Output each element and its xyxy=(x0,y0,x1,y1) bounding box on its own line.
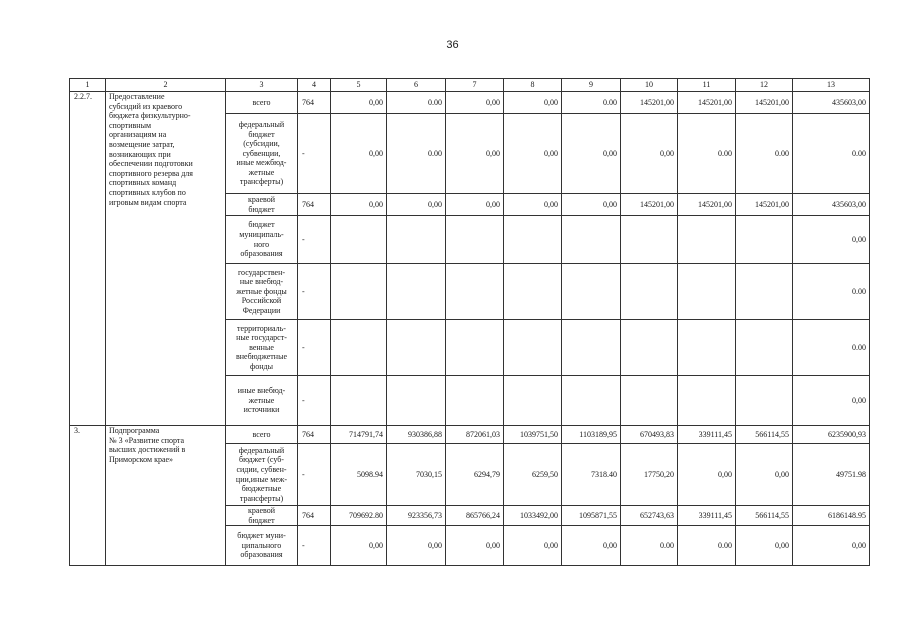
budget-code: - xyxy=(298,320,331,376)
year-value xyxy=(678,216,736,264)
funding-source: государствен- ные внебюд- жетные фонды Российской Федерации xyxy=(226,264,298,320)
item-number: 3. xyxy=(70,426,106,566)
budget-code: - xyxy=(298,216,331,264)
year-value: 7318.40 xyxy=(562,444,621,506)
year-value: 0,00 xyxy=(504,92,562,114)
year-value xyxy=(562,264,621,320)
year-value: 0,00 xyxy=(504,114,562,194)
year-value: 0.00 xyxy=(562,92,621,114)
year-value: 714791,74 xyxy=(331,426,387,444)
year-value xyxy=(446,320,504,376)
header-cell: 7 xyxy=(446,79,504,92)
year-value: 0,00 xyxy=(446,194,504,216)
budget-table xyxy=(69,78,870,566)
year-value xyxy=(736,216,793,264)
year-value xyxy=(387,216,446,264)
budget-code: - xyxy=(298,114,331,194)
year-value xyxy=(446,216,504,264)
total-value: 49751.98 xyxy=(793,444,870,506)
year-value: 145201,00 xyxy=(678,92,736,114)
funding-source: федеральный бюджет (суб- сидии, субвен- ции,иные меж- бюджетные трансферты) xyxy=(226,444,298,506)
year-value: 0,00 xyxy=(446,114,504,194)
year-value xyxy=(736,264,793,320)
year-value: 5098.94 xyxy=(331,444,387,506)
total-value: 0,00 xyxy=(793,216,870,264)
year-value xyxy=(446,376,504,426)
year-value xyxy=(678,320,736,376)
year-value xyxy=(331,264,387,320)
year-value xyxy=(621,320,678,376)
year-value: 339111,45 xyxy=(678,506,736,526)
year-value: 0.00 xyxy=(736,114,793,194)
total-value: 0.00 xyxy=(793,320,870,376)
funding-source: бюджет муни- ципального образования xyxy=(226,526,298,566)
year-value xyxy=(621,264,678,320)
total-value: 0.00 xyxy=(793,264,870,320)
year-value: 930386,88 xyxy=(387,426,446,444)
header-row xyxy=(70,79,870,92)
header-cell: 4 xyxy=(298,79,331,92)
budget-code: 764 xyxy=(298,426,331,444)
year-value: 6294,79 xyxy=(446,444,504,506)
year-value xyxy=(562,216,621,264)
year-value xyxy=(504,216,562,264)
year-value xyxy=(621,216,678,264)
year-value: 0,00 xyxy=(736,444,793,506)
year-value: 145201,00 xyxy=(678,194,736,216)
year-value: 145201,00 xyxy=(736,92,793,114)
header-cell: 9 xyxy=(562,79,621,92)
year-value: 0.00 xyxy=(678,114,736,194)
year-value xyxy=(562,376,621,426)
header-cell: 11 xyxy=(678,79,736,92)
year-value xyxy=(678,264,736,320)
year-value: 0.00 xyxy=(387,114,446,194)
year-value: 0,00 xyxy=(331,92,387,114)
funding-source: всего xyxy=(226,92,298,114)
funding-source: всего xyxy=(226,426,298,444)
year-value xyxy=(331,376,387,426)
year-value xyxy=(736,376,793,426)
year-value: 566114,55 xyxy=(736,426,793,444)
budget-code: 764 xyxy=(298,506,331,526)
total-value: 435603,00 xyxy=(793,92,870,114)
header-cell: 10 xyxy=(621,79,678,92)
header-cell: 2 xyxy=(106,79,226,92)
total-value: 0,00 xyxy=(793,376,870,426)
header-cell: 6 xyxy=(387,79,446,92)
year-value: 339111,45 xyxy=(678,426,736,444)
total-value: 6186148.95 xyxy=(793,506,870,526)
year-value: 145201,00 xyxy=(621,194,678,216)
year-value xyxy=(331,320,387,376)
budget-code: 764 xyxy=(298,194,331,216)
year-value: 0.00 xyxy=(387,92,446,114)
item-description: Подпрограмма № 3 «Развитие спорта высших достижений в Приморском крае» xyxy=(106,426,226,566)
budget-code: - xyxy=(298,444,331,506)
year-value: 0,00 xyxy=(331,526,387,566)
table-row xyxy=(70,92,870,114)
year-value: 0,00 xyxy=(446,526,504,566)
year-value: 0,00 xyxy=(562,114,621,194)
total-value: 435603,00 xyxy=(793,194,870,216)
header-cell: 5 xyxy=(331,79,387,92)
year-value: 1033492,00 xyxy=(504,506,562,526)
year-value: 1095871,55 xyxy=(562,506,621,526)
budget-code: - xyxy=(298,376,331,426)
funding-source: краевой бюджет xyxy=(226,506,298,526)
year-value xyxy=(736,320,793,376)
year-value: 0,00 xyxy=(387,526,446,566)
year-value: 0,00 xyxy=(736,526,793,566)
year-value xyxy=(621,376,678,426)
year-value xyxy=(387,320,446,376)
year-value: 0,00 xyxy=(331,114,387,194)
year-value: 145201,00 xyxy=(736,194,793,216)
budget-code: 764 xyxy=(298,92,331,114)
year-value: 1039751,50 xyxy=(504,426,562,444)
funding-source: федеральный бюджет (субсидии, субвенции, иные межбюд- жетные трансферты) xyxy=(226,114,298,194)
year-value xyxy=(504,320,562,376)
year-value: 0,00 xyxy=(446,92,504,114)
year-value: 652743,63 xyxy=(621,506,678,526)
total-value: 0,00 xyxy=(793,526,870,566)
year-value xyxy=(446,264,504,320)
year-value xyxy=(387,376,446,426)
year-value: 0,00 xyxy=(504,526,562,566)
year-value xyxy=(562,320,621,376)
total-value: 0.00 xyxy=(793,114,870,194)
header-cell: 1 xyxy=(70,79,106,92)
year-value: 872061,03 xyxy=(446,426,504,444)
year-value xyxy=(504,376,562,426)
year-value: 865766,24 xyxy=(446,506,504,526)
year-value: 709692.80 xyxy=(331,506,387,526)
year-value: 17750,20 xyxy=(621,444,678,506)
budget-code: - xyxy=(298,264,331,320)
year-value: 0.00 xyxy=(678,526,736,566)
year-value xyxy=(331,216,387,264)
year-value: 0,00 xyxy=(678,444,736,506)
year-value: 0,00 xyxy=(562,194,621,216)
year-value: 1103189,95 xyxy=(562,426,621,444)
funding-source: иные внебюд- жетные источники xyxy=(226,376,298,426)
budget-code: - xyxy=(298,526,331,566)
funding-source: бюджет муниципаль- ного образования xyxy=(226,216,298,264)
year-value: 6259,50 xyxy=(504,444,562,506)
page-number: 36 xyxy=(446,39,459,51)
year-value xyxy=(387,264,446,320)
year-value: 0,00 xyxy=(504,194,562,216)
header-cell: 12 xyxy=(736,79,793,92)
item-description: Предоставление субсидий из краевого бюджета физкультурно- спортивным организациям на возмещение затрат, возникающих при обеспечении подготовки спортивного резерва для спортивных команд спортивных клубов по игровым видам спорта xyxy=(106,92,226,426)
table-row xyxy=(70,426,870,444)
funding-source: краевой бюджет xyxy=(226,194,298,216)
year-value xyxy=(504,264,562,320)
year-value: 670493,83 xyxy=(621,426,678,444)
year-value xyxy=(678,376,736,426)
year-value: 0,00 xyxy=(387,194,446,216)
year-value: 566114,55 xyxy=(736,506,793,526)
header-cell: 8 xyxy=(504,79,562,92)
header-cell: 3 xyxy=(226,79,298,92)
total-value: 6235900,93 xyxy=(793,426,870,444)
year-value: 923356,73 xyxy=(387,506,446,526)
item-number: 2.2.7. xyxy=(70,92,106,426)
year-value: 0.00 xyxy=(621,526,678,566)
year-value: 0,00 xyxy=(621,114,678,194)
header-cell: 13 xyxy=(793,79,870,92)
year-value: 7030,15 xyxy=(387,444,446,506)
year-value: 145201,00 xyxy=(621,92,678,114)
year-value: 0,00 xyxy=(562,526,621,566)
funding-source: территориаль- ные государст- венные внебюджетные фонды xyxy=(226,320,298,376)
year-value: 0,00 xyxy=(331,194,387,216)
